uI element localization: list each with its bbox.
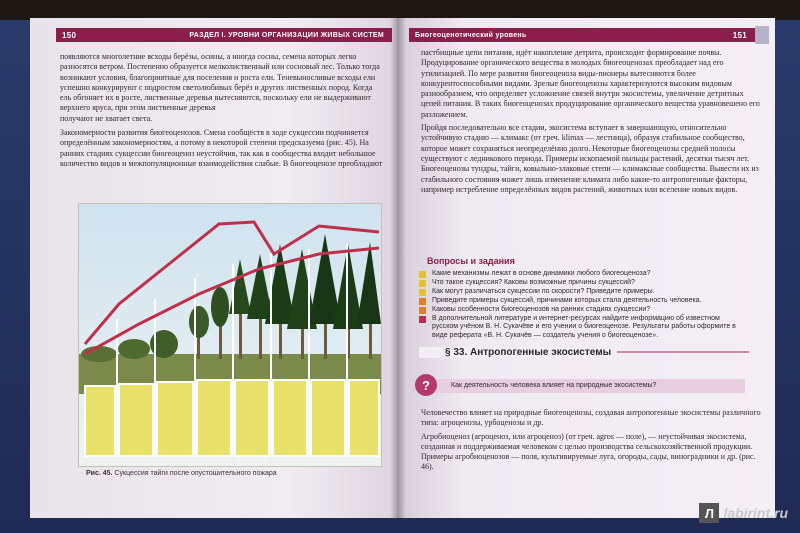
left-page-header bbox=[56, 28, 392, 42]
level-1-marker bbox=[419, 271, 426, 278]
question-text: В дополнительной литературе и интернет-ресурсах найдите информацию об известном русском учёном В. Н. Сукачёве и его учении о биогеоценозе. Результаты работы оформите в виде реферата «В. Н. Сукачёв — создатель учения о биогеоценозе». bbox=[432, 314, 736, 340]
left-paragraph-1b: получают не хватает света. bbox=[60, 113, 153, 123]
level-2-marker bbox=[419, 307, 426, 314]
level-2-marker bbox=[419, 298, 426, 305]
questions-title: Вопросы и задания bbox=[427, 256, 515, 266]
page-tab bbox=[755, 26, 769, 44]
succession-illustration bbox=[79, 204, 381, 466]
section-title: § 33. Антропогенные экосистемы bbox=[419, 347, 617, 358]
right-paragraph-1: пастбищные цепи питания, идёт накопление детрита, происходит формирование почвы. Продуцирование органического вещества в молодых биогеоценозах преобладает над его утилизацией. По мере развития биогеоценоза виды-пионеры вытесняются более конкурентоспособными видами. Зрелые биогеоценозы характеризуются высоким видовым разнообразием, что определяет усложнение связей внутри экосистемы, увеличение детритных цепей питания. В таких биогеоценозах продуцирование органического вещества уравновешено его разложением. bbox=[421, 48, 760, 119]
watermark-text: labirint.ru bbox=[723, 505, 788, 521]
open-textbook bbox=[30, 18, 775, 518]
question-item bbox=[419, 315, 739, 342]
question-item bbox=[419, 306, 739, 315]
section-heading bbox=[419, 343, 749, 361]
figure-caption-text: Сукцессия тайги после опустошительного пожара bbox=[114, 470, 277, 477]
question-item bbox=[419, 279, 739, 288]
right-page-header-title: Биогеоценотический уровень bbox=[415, 31, 527, 39]
question-text: Приведите примеры сукцессий, причинами которых стала деятельность человека. bbox=[432, 296, 702, 304]
question-item bbox=[419, 270, 739, 279]
right-page-number: 151 bbox=[732, 30, 747, 40]
section-prompt bbox=[415, 375, 750, 395]
question-text: Какие механизмы лежат в основе динамики любого биогеоценоза? bbox=[432, 270, 651, 277]
left-paragraph-1: появляются многолетние всходы берёзы, осины, а иногда сосны, семена которых легко разносятся ветром. Постепенно образуется мелколиственный или сосновый лес. Только тогда возникают условия, благоприятные для поселения и роста ели. Теневыносливые всходы ели успешно конкурируют с подростом светолюбивых берёз и других лиственных пород. Когда ель обгоняет их в росте, лиственные деревья вытесняются, поскольку ели не выдерживают верхнего яруса, при этом лиственные деревья bbox=[60, 52, 380, 113]
question-item bbox=[419, 297, 739, 306]
figure-caption-label: Рис. 45. bbox=[86, 470, 113, 477]
left-paragraph-2: Закономерности развития биогеоценозов. Смена сообществ в ходе сукцессии подчиняется определённым закономерностям, а потому в некоторой степени предсказуема (рис. 45). На ранних стадиях сукцессии биогеоценоз неустойчив, так как в сообщества входит небольшое количество видов и межпопуляционные взаимодействия слабые. В биогеоценозе преобладают bbox=[60, 128, 383, 168]
question-item bbox=[419, 288, 739, 297]
right-paragraph-2: Пройдя последовательно все стадии, экосистема вступает в завершающую, относительно устойчивую стадию — климакс (от греч. klimax — лестница), образуя стабильное сообщество, которое может сохраняться неопределённо долго. Некоторые биогеоценозы средней полосы существуют с ледникового периода. Примеры ископаемой пыльцы растений, десятки тысяч лет. Биогеоценозы тундры, тайги, ковыльно-злаковые степи — климаксные сообщества. Вывести их из стабильного состояния может лишь изменение климата либо какие-то антропогенные факторы, например истребление определённых видов растений, животных или вселение новых видов. bbox=[421, 123, 759, 194]
questions-list bbox=[419, 270, 739, 341]
labirint-logo: Л bbox=[699, 503, 719, 523]
section-paragraph-2: Агробиоценоз (агроценоз, или агроценоз) (от греч. agros — поле), — неустойчивая экосистема, созданная и поддерживаемая человеком с целью производства сельскохозяйственной продукции. Примеры агробиоценозов — поля, культивируемые луга, огороды, сады, виноградники и др. (рис. 46). bbox=[421, 431, 756, 472]
right-page bbox=[397, 18, 775, 518]
level-1-marker bbox=[419, 280, 426, 287]
question-text: Как могут различаться сукцессии по скорости? Приведите примеры. bbox=[432, 287, 655, 295]
left-page-header-title: РАЗДЕЛ I. УРОВНИ ОРГАНИЗАЦИИ ЖИВЫХ СИСТЕМ bbox=[189, 31, 384, 39]
question-text: Что такое сукцессия? Каковы возможные причины сукцессий? bbox=[432, 278, 635, 286]
section-text bbox=[421, 408, 761, 473]
left-page-number: 150 bbox=[62, 30, 77, 40]
level-3-marker bbox=[419, 316, 426, 323]
question-text: Каковы особенности биогеоценозов на ранних стадиях сукцессии? bbox=[432, 305, 651, 313]
section-paragraph-1: Человечество влияет на природные биогеоценозы, создавая антропогенные экосистемы различного типа: агроценозы, урбоценозы и др. bbox=[421, 408, 761, 428]
watermark bbox=[699, 503, 788, 523]
level-1-marker bbox=[419, 289, 426, 296]
prompt-text: Как деятельность человека влияет на природные экосистемы? bbox=[451, 381, 657, 389]
question-mark-icon: ? bbox=[415, 374, 437, 396]
succession-figure bbox=[78, 203, 382, 467]
right-page-text bbox=[421, 48, 761, 195]
figure-caption bbox=[86, 470, 277, 477]
book-gutter bbox=[390, 18, 406, 518]
left-page-text bbox=[60, 52, 385, 169]
left-page bbox=[30, 18, 397, 518]
right-page-header bbox=[409, 28, 765, 42]
